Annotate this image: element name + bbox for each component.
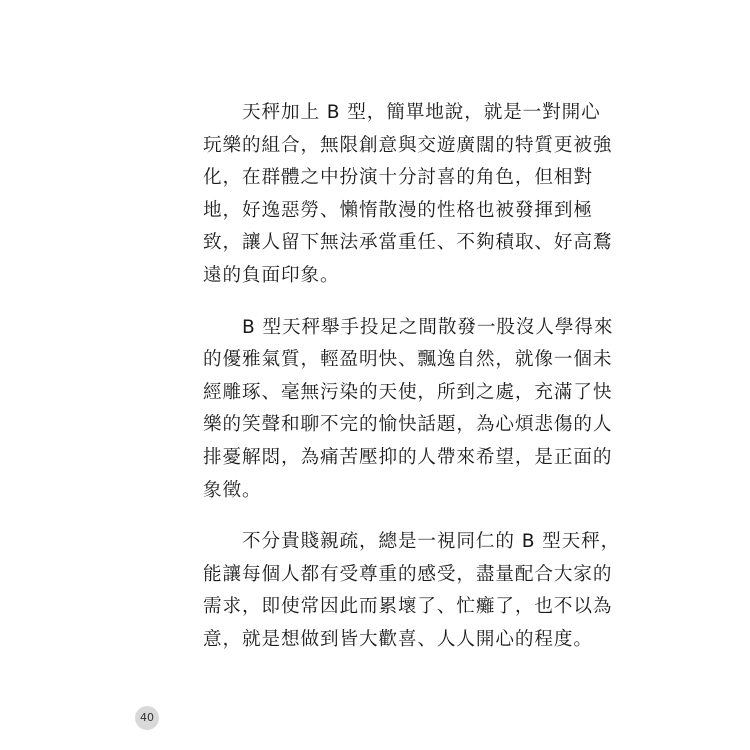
page-number-badge: 40: [135, 706, 159, 730]
text-line: 樂的笑聲和聊不完的愉快話題，為心煩悲傷的人: [203, 414, 613, 436]
text-line: 象徵。: [203, 479, 262, 501]
text-line: 天秤加上 B 型，簡單地說，就是一對開心: [203, 102, 601, 123]
text-line: 能讓每個人都有受尊重的感受，盡量配合大家的: [203, 563, 613, 585]
text-line: 需求，即使常因此而累壞了、忙癱了，也不以為: [203, 596, 613, 618]
text-line: 意，就是想做到皆大歡喜、人人開心的程度。: [203, 628, 593, 650]
text-line: 玩樂的組合，無限創意與交遊廣闊的特質更被強: [203, 134, 613, 156]
text-line: 排憂解悶，為痛苦壓抑的人帶來希望，是正面的: [203, 446, 613, 468]
text-line: 的優雅氣質，輕盈明快、飄逸自然，就像一個未: [203, 349, 613, 371]
text-line: 遠的負面印象。: [203, 264, 340, 286]
text-line: B 型天秤舉手投足之間散發一股沒人學得來: [203, 316, 614, 338]
paragraph-1: [203, 97, 613, 293]
text-line: 不分貴賤親疏，總是一視同仁的 B 型天秤，: [203, 531, 621, 553]
text-line: 地，好逸惡勞、懶惰散漫的性格也被發揮到極: [203, 199, 593, 221]
text-line: 致，讓人留下無法承當重任、不夠積取、好高鶩: [203, 232, 613, 254]
text-line: 化，在群體之中扮演十分討喜的角色，但相對: [203, 167, 593, 189]
paragraph-2: [203, 312, 614, 508]
text-line: 經雕琢、毫無污染的天使，所到之處，充滿了快: [203, 381, 613, 403]
body-text: [203, 97, 621, 657]
paragraph-3: [203, 526, 621, 656]
